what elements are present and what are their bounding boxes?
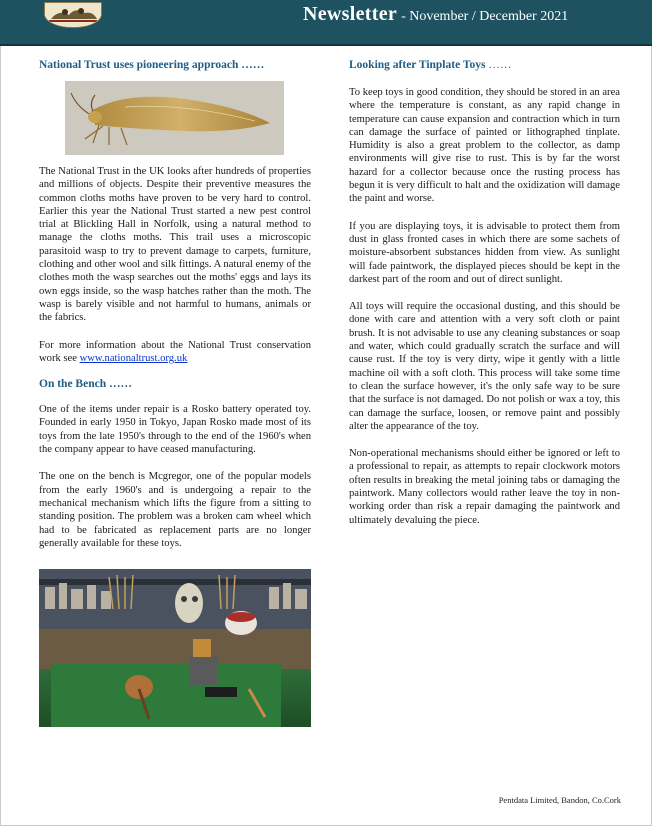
tinplate-toys-heading: Looking after Tinplate Toys …… [349,59,512,71]
left-column [39,58,311,727]
tinplate-para-4: Non-operational mechanisms should either be ignored or left to a professional to repair, as attempts to repair clockwork motors often results in breaking the metal joining tabs or damaging the paintwork. Many collectors would rather leave the toy in non-working order than risk a repair damaging the paintwork and ultimately devaluing the piece. [349,448,620,526]
on-the-bench-para-1: One of the items under repair is a Rosko battery operated toy. Founded in early 1950 in Tokyo, Japan Rosko made most of its toys from the late 1950's through to the end of the 1960's when the company appear to have ceased manufacturing. [39,404,311,456]
right-column [349,58,620,527]
on-the-bench-para-2: The one on the bench is Mcgregor, one of the popular models from the early 1960's and is undergoing a repair to the mechanical mechanism which lifts the figure from a sitting to standing position. The problem was a broken cam wheel which had to be fabricated as replacement parts are no longer generally available for these toys. [39,471,311,549]
national-trust-heading: National Trust uses pioneering approach …… [39,59,265,71]
moth-photo [65,81,284,155]
newsletter-date: - November / December 2021 [401,9,569,24]
national-trust-more: For more information about the National Trust conservation work see www.nationaltrust.org.uk [39,339,311,364]
tinplate-para-1: To keep toys in good condition, they should be stored in an area where the temperature is constant, as any rapid change in temperature can cause expansion and contraction which in turn can damage the surface of painted or lithographed tinplate. Humidity is also a great problem to the collector, as damp environments will give rise to rust. This is by far the worst hazard for a collector because once the rusting process has begun it is very difficult to halt and the oxidization will damage the paint and worse. [349,87,620,205]
newsletter-title: Newsletter [303,3,398,25]
workbench-photo [39,569,311,727]
logo-icon [44,2,102,28]
on-the-bench-heading: On the Bench …… [39,378,132,391]
footer-credit: Pentdata Limited, Bandon, Co.Cork [498,795,621,805]
tinplate-para-3: All toys will require the occasional dusting, and this should be done with care and attention with a very soft cloth or paint brush. It is not advisable to use any cleaning substances or soap and water, which could gradually scratch the surface and will cause rust. If the toy is very dirty, wipe it gently with a little machine oil with a soft cloth. This process will take some time to clean the surface however, it's the only safe way to be sure that the surface is not damaged. Do not polish or wax a toy, this can damage the surface, loosen, or remove paint and possibly alter the appearance of the toy. [349,301,620,432]
header-title [303,3,568,29]
newsletter-header [0,0,652,46]
national-trust-body: The National Trust in the UK looks after hundreds of properties and millions of objects. Despite their preventive measures the common cloths moths have proven to be very hard to control. Earlier this year the National Trust started a new pest control trial at Blickling Hall in Norfolk, using a natural method to manage the cloths moths. This trail uses a microscopic parasitoid wasp to try to prevent damage to carpets, furniture, clothing and other wool and silk fittings. A natural enemy of the clothes moth the wasp searches out the moths' eggs and lays its own eggs inside, so the wasp hatches rather than the moth. The wasp is barely visible and not harmful to humans, animals or the fabrics. [39,166,311,324]
tinplate-para-2: If you are displaying toys, it is advisable to protect them from dust in glass fronted cases in which there are some sachets of moisture-absorbent substances hidden from view. As sunlight will fade paintwork, the displayed pieces should be kept in the darkest part of the room and out of direct sunlight. [349,220,620,285]
national-trust-link[interactable]: www.nationaltrust.org.uk [79,352,188,364]
